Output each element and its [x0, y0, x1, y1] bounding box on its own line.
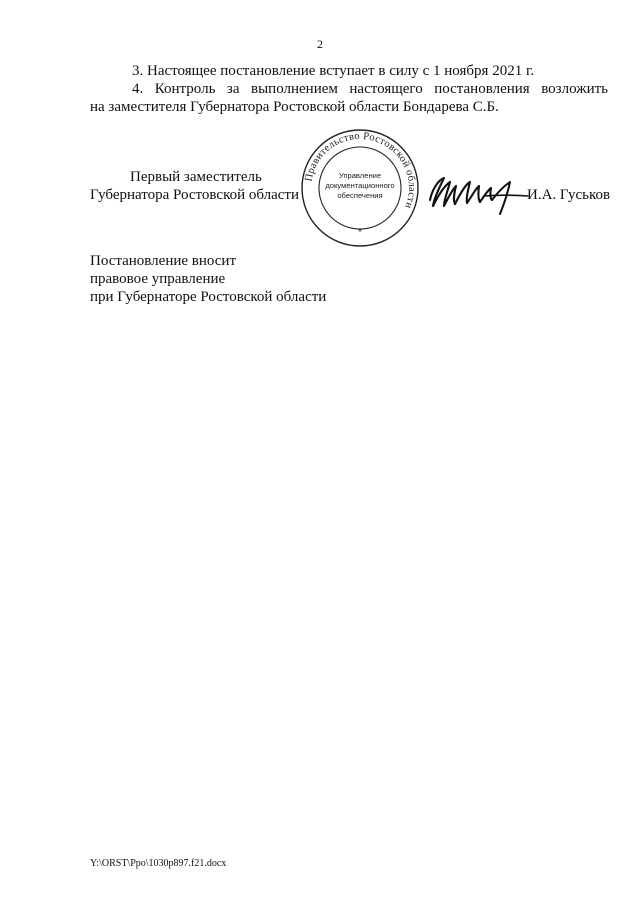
submitter-note-line-2: правовое управление: [90, 271, 226, 287]
signatory-name: И.А. Гуськов: [527, 187, 611, 203]
paragraph-3: 3. Настоящее постановление вступает в силу с 1 ноября 2021 г.: [132, 63, 535, 79]
seal-inner-line-2: документационного: [325, 181, 395, 190]
handwritten-signature: [424, 168, 530, 218]
paragraph-4-line-2: на заместителя Губернатора Ростовской области Бондарева С.Б.: [90, 99, 499, 115]
seal-inner-line-1: Управление: [338, 171, 382, 180]
signatory-position-line-1: Первый заместитель: [130, 169, 262, 185]
submitter-note-line-3: при Губернаторе Ростовской области: [90, 289, 327, 305]
seal-outer-text: Правительство Ростовской области: [303, 130, 418, 210]
signatory-position-line-2: Губернатора Ростовской области: [90, 187, 300, 203]
submitter-note-line-1: Постановление вносит: [90, 253, 237, 269]
file-path-footer: Y:\ORST\Ppo\1030p897.f21.docx: [90, 858, 227, 869]
paragraph-4-line-1: 4. Контроль за выполнением настоящего постановления возложить: [132, 81, 608, 97]
official-seal: [300, 128, 420, 248]
seal-inner-line-3: обеспечения: [337, 191, 383, 200]
seal-star: *: [357, 227, 363, 237]
page-number: 2: [317, 37, 323, 51]
